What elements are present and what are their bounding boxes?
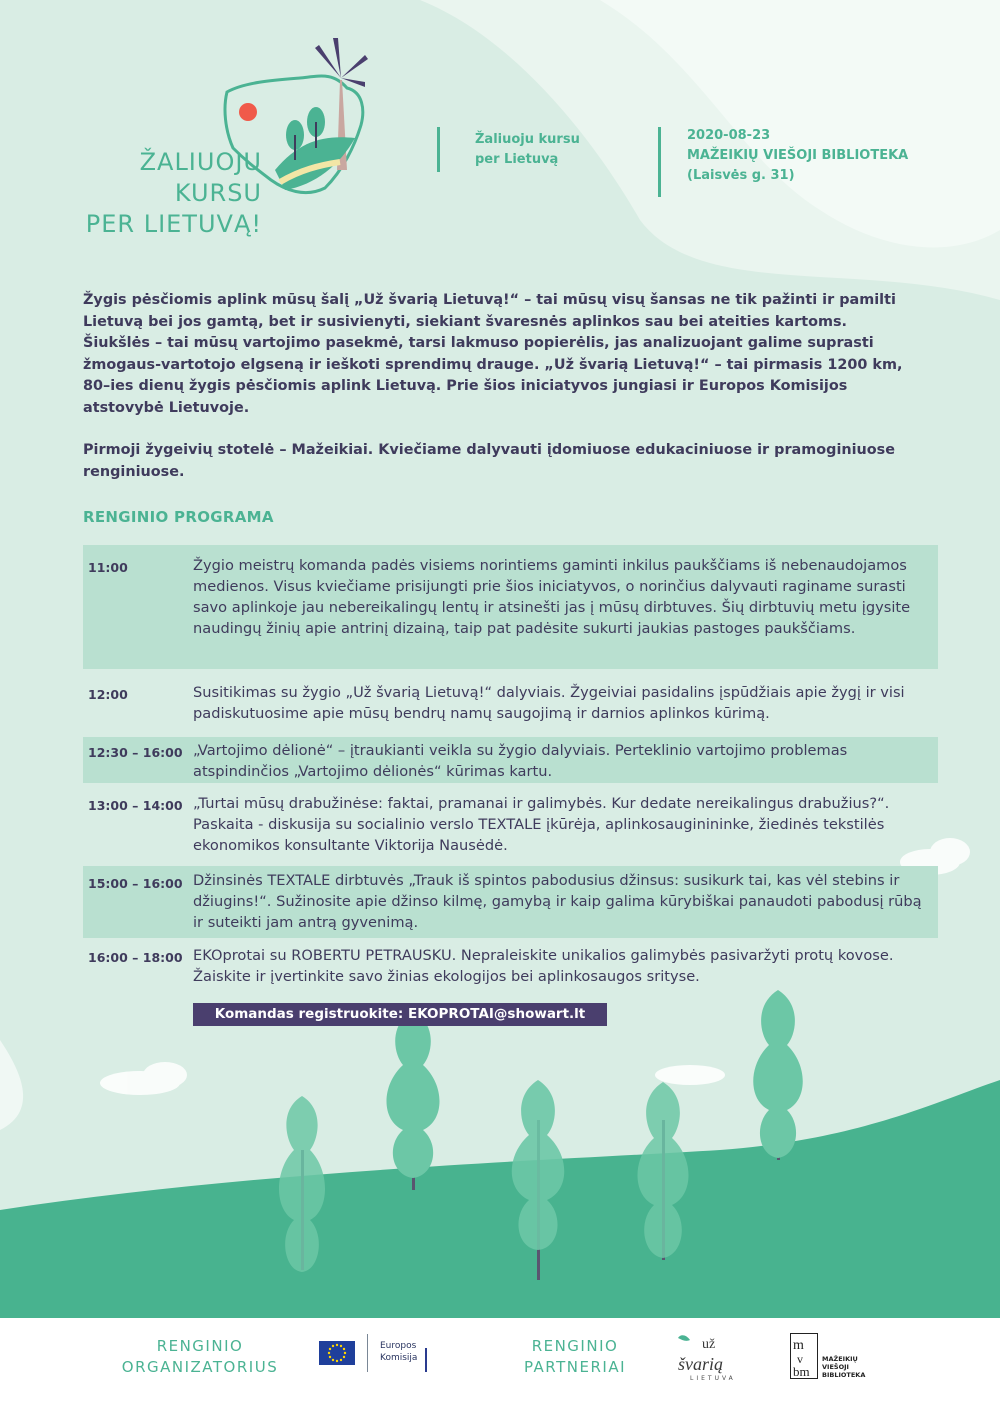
campaign-line2: per Lietuvą <box>475 152 559 167</box>
event-venue: MAŽEIKIŲ VIEŠOJI BIBLIOTEKA <box>687 148 909 163</box>
program-title: RENGINIO PROGRAMA <box>83 508 274 526</box>
program-row <box>83 545 938 669</box>
uz-svaria-lietuva-logo-icon <box>672 1330 752 1380</box>
logo-title-line2: PER LIETUVĄ! <box>85 210 262 238</box>
mazeikiu-library-logo-icon <box>790 1333 818 1379</box>
program-time: 11:00 <box>88 560 128 575</box>
campaign-line1: Žaliuoju kursu <box>475 132 580 147</box>
program-row <box>83 790 938 860</box>
svg-text:švarią: švarią <box>678 1354 723 1374</box>
logo-title <box>52 147 262 240</box>
program-description: „Vartojimo dėlionė“ – įtraukianti veikla su žygio dalyviais. Perteklinio vartojimo problemas atspindinčios „Vartojimo dėlionės“ kūrimas kartu. <box>193 742 848 780</box>
intro-text <box>83 290 918 504</box>
campaign-name <box>475 130 625 170</box>
partners-label <box>505 1336 645 1378</box>
event-address: (Laisvės g. 31) <box>687 168 795 183</box>
eu-line1: Europos <box>380 1341 417 1351</box>
register-banner: Komandas registruokite: EKOPROTAI@showart.lt <box>193 1003 607 1026</box>
program-time: 13:00 – 14:00 <box>88 798 183 813</box>
program-time: 15:00 – 16:00 <box>88 876 183 891</box>
mazeikiu-library-label <box>822 1355 865 1379</box>
eu-line2: Komisija <box>380 1353 418 1363</box>
event-date: 2020-08-23 <box>687 128 771 143</box>
header-divider <box>437 127 440 172</box>
program-description: Žygio meistrų komanda padės visiems norintiems gaminti inkilus paukščiams iš nebenaudojamos medienos. Visus kviečiame prisijungti prie šios iniciatyvos, o norinčius dalyvauti raginame surasti savo aplinkoje jau nebereikalingų lentų ir atsinešti jas į mūsų dirbtuves. Šių dirbtuvių metu įgysite naudingų žinių apie antrinį dizainą, taip pat padėsite sukurti jaukias pastoges paukščiams. <box>193 557 911 637</box>
logo-title-line1: ŽALIUOJU KURSU <box>139 148 262 207</box>
program-row <box>83 737 938 783</box>
partners-line2: PARTNERIAI <box>523 1358 627 1376</box>
uz-svaria-sub: LIETUVA <box>690 1375 736 1382</box>
eu-accent-bar <box>425 1348 427 1372</box>
event-details <box>687 126 967 186</box>
organizer-line2: ORGANIZATORIUS <box>121 1358 279 1376</box>
eu-commission-label <box>380 1340 417 1364</box>
program-time: 12:00 <box>88 687 128 702</box>
mvb-line1: MAŽEIKIŲ <box>822 1355 858 1363</box>
program-row <box>83 942 938 992</box>
svg-text:bm: bm <box>793 1364 810 1379</box>
intro-paragraph: Žygis pėsčiomis aplink mūsų šalį „Už švarią Lietuvą!“ – tai mūsų visų šansas ne tik pažinti ir pamilti Lietuvą bei jos gamtą, bet ir susivienyti, siekiant švaresnės aplinkos sau bei ateities kartoms. Šiukšlės – tai mūsų vartojimo pasekmė, tarsi lakmuso popierėlis, jas analizuojant galime suprasti žmogaus-vartotojo elgseną ir ieškoti sprendimų drauge. „Už švarią Lietuvą!“ – tai pirmasis 1200 km, 80–ies dienų žygis pėsčiomis aplink Lietuvą. Prie šios iniciatyvos jungiasi ir Europos Komisijos atstovybė Lietuvoje. <box>83 292 903 416</box>
program-description: Džinsinės TEXTALE dirbtuvės „Trauk iš spintos pabodusius džinsus: susikurk tai, kas vėl stebins ir džiugins!“. Sužinosite apie džinso kilmę, gamybą ir kaip galima kūrybiškai panaudoti pabodusį rūbą ir suteikti jam antrą gyvenimą. <box>193 872 922 931</box>
mvb-line2: VIEŠOJI <box>822 1363 849 1371</box>
program-description: EKOprotai su ROBERTU PETRAUSKU. Nepraleiskite unikalios galimybės pasivaržyti protų kovose. Žaiskite ir įvertinkite savo žinias ekologijos bei aplinkosaugos srityse. <box>193 947 894 985</box>
program-description: Susitikimas su žygio „Už švarią Lietuvą!“ dalyviais. Žygeiviai pasidalins įspūdžiais apie žygį ir visi padiskutuosime apie mūsų bendrų namų saugojimą ir darnios aplinkos kūrimą. <box>193 684 905 722</box>
program-time: 12:30 – 16:00 <box>88 745 183 760</box>
svg-text:m: m <box>793 1338 804 1353</box>
partners-line1: RENGINIO <box>531 1337 619 1355</box>
program-description: „Turtai mūsų drabužinėse: faktai, pramanai ir galimybės. Kur dedate nereikalingus drabužius?“. Paskaita - diskusija su socialinio verslo TEXTALE įkūrėja, aplinkosauginininke, žiedinės tekstilės ekonomikos konsultante Viktorija Nausėdė. <box>193 795 890 854</box>
header-divider <box>658 127 661 197</box>
mvb-line3: BIBLIOTEKA <box>822 1371 866 1379</box>
eu-flag-icon <box>307 1333 362 1373</box>
program-time: 16:00 – 18:00 <box>88 950 183 965</box>
program-row <box>83 676 938 730</box>
organizer-label <box>110 1336 290 1378</box>
svg-text:v: v <box>797 1352 803 1366</box>
organizer-line1: RENGINIO <box>156 1337 244 1355</box>
svg-text:už: už <box>702 1337 716 1352</box>
eu-separator <box>367 1334 368 1372</box>
intro-paragraph: Pirmoji žygeivių stotelė – Mažeikiai. Kviečiame dalyvauti įdomiuose edukaciniuose ir pramoginiuose renginiuose. <box>83 442 896 480</box>
program-row <box>83 866 938 938</box>
